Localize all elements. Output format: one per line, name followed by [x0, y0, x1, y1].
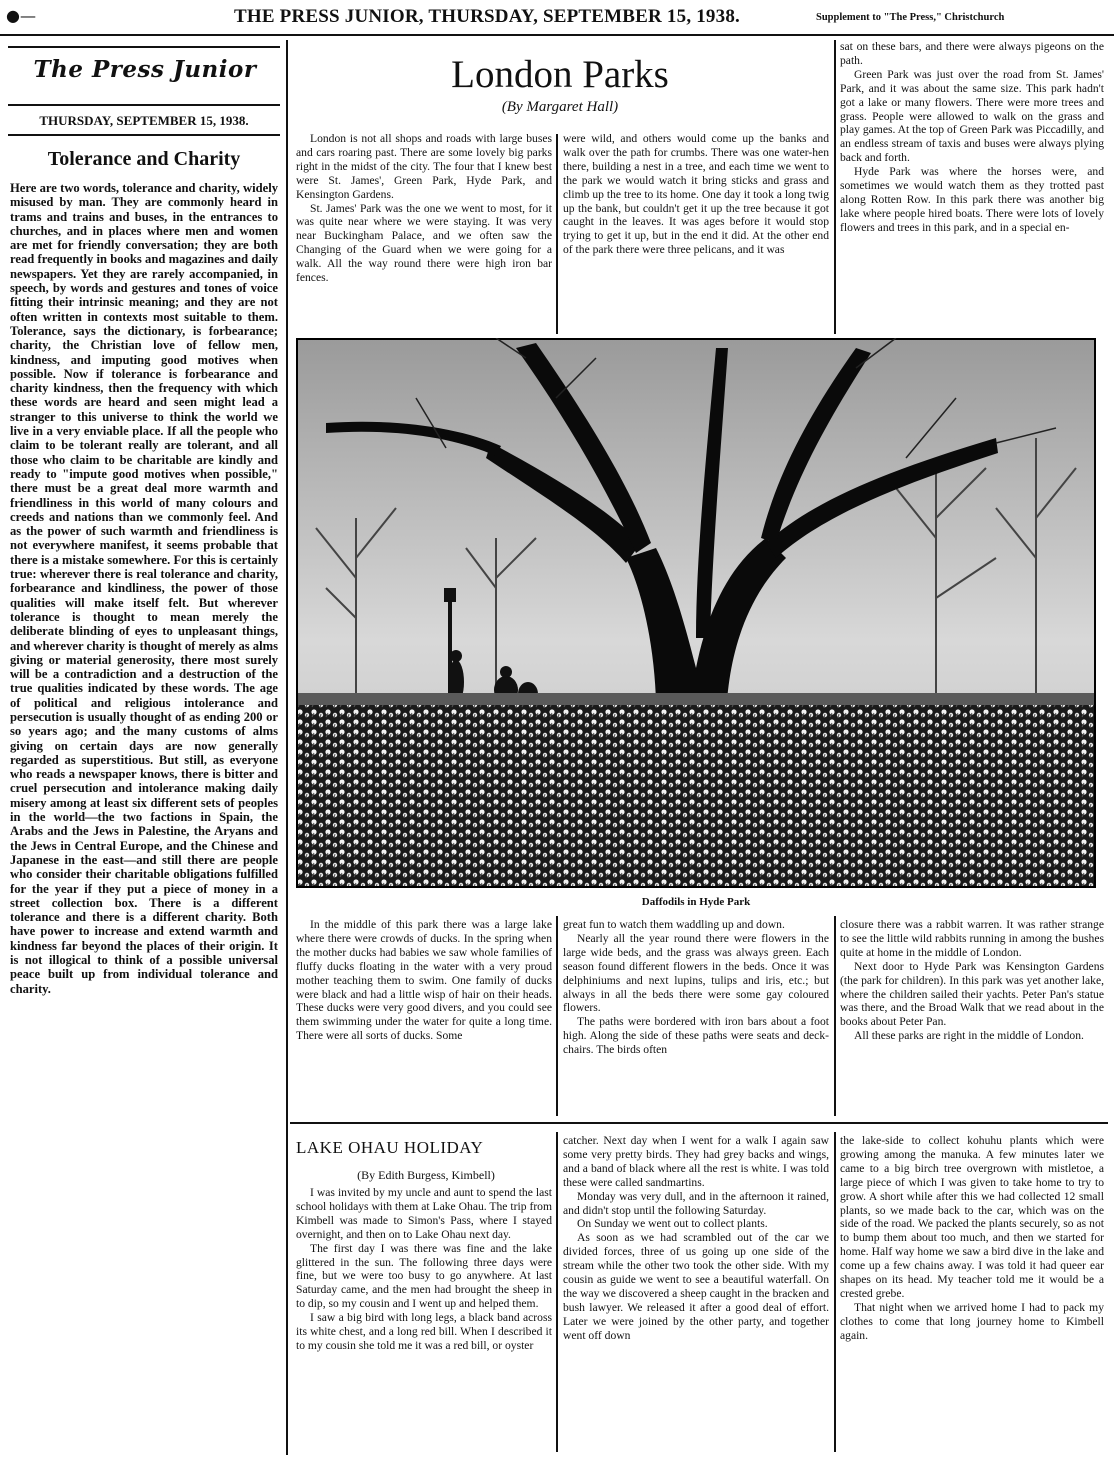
logo-rule-bottom — [8, 104, 280, 106]
paragraph: I saw a big bird with long legs, a black band across its white chest, and a long red bill. When I described it to my cousin she told me it was a red bill, or oyster — [296, 1311, 552, 1352]
photo-caption: Daffodils in Hyde Park — [641, 896, 751, 908]
tolerance-article-body — [10, 181, 278, 1451]
paragraph: Green Park was just over the road from St. James' Park, and it was about the same size. This park hadn't got a lake or many flowers. There were more trees and grass. People were allowed to walk on the grass and play games. At the top of Green Park was Piccadilly, and an endless stream of taxis and buses were always plying back and forth. — [840, 67, 1104, 165]
daffodils-photo-image — [296, 338, 1096, 888]
paragraph: As soon as we had scrambled out of the car we divided forces, three of us going up one side of the stream while the other two took the other side. With my cousin as guide we went to see a beautiful waterfall. On the way we discovered a sheep caught in the bracken and bush lawyer. We released it after a good deal of effort. Later we were joined by the other party, and together went off down — [563, 1231, 829, 1342]
press-junior-logo: The Press Junior — [33, 56, 257, 83]
column-rule — [834, 40, 836, 334]
paragraph: great fun to watch them waddling up and down. — [563, 918, 785, 931]
paragraph: Monday was very dull, and in the afternoon it rained, and didn't stop until the following Saturday. — [563, 1189, 829, 1217]
tolerance-headline: Tolerance and Charity — [47, 148, 241, 170]
paragraph: closure there was a rabbit warren. It was rather strange to see the little wild rabbits running in among the bushes quite at home in the middle of London. — [840, 918, 1104, 959]
paragraph: All these parks are right in the middle of London. — [854, 1029, 1084, 1043]
london-parks-column-4 — [296, 918, 552, 1114]
date-rule — [8, 134, 280, 136]
column-rule — [556, 916, 558, 1116]
masthead-supplement: Supplement to "The Press," Christchurch — [816, 12, 1005, 23]
london-parks-column-2 — [563, 132, 829, 332]
paragraph: sat on these bars, and there were always pigeons on the path. — [840, 40, 1104, 67]
paragraph: were wild, and others would come up the banks and walk over the path for crumbs. There was one water-hen there, building a nest in a tree, and each time we went to the park we would watch it bring sticks and grass and climb up the tree to its home. One day it took a long twig up the bank, but couldn't get it up the tree because it got caught in the leaves. It was ages before it would stop trying to get it up, but in the end it did. At the other end of the park there were three pelicans, and it was — [563, 132, 829, 257]
paragraph: St. James' Park was the one we went to most, for it was quite near where we were staying. It was very near Buckingham Palace, and we often saw the Changing of the Guard when we were going for a walk. All the way round there were high iron bar fences. — [296, 201, 552, 285]
lake-ohau-title: LAKE OHAU HOLIDAY — [296, 1138, 484, 1157]
masthead-title: THE PRESS JUNIOR, THURSDAY, SEPTEMBER 15, 1938. — [234, 6, 740, 27]
paragraph: The first day I was there was fine and the lake glittered in the sun. The following three days were fine, but we were too busy to go anywhere. At last Saturday came, and the men had brought the sheep in to dip, so my cousin and I went up and helped them. — [296, 1241, 552, 1311]
column-rule — [556, 134, 558, 334]
masthead-ornament-icon: ●— — [6, 6, 36, 25]
london-parks-column-1 — [296, 132, 552, 332]
column-rule — [834, 1132, 836, 1452]
paragraph: I was invited by my uncle and aunt to spend the last school holidays with them at Lake Ohau. The trip from Kimbell was made to Simon's Pass, where I stayed overnight, and then on to Lake Ohau next day. — [296, 1186, 552, 1241]
section-rule — [290, 1122, 1108, 1124]
paragraph: In the middle of this park there was a large lake where there were crowds of ducks. In the spring when the mother ducks had babies we saw whole families of fluffy ducks floating in the water with a very proud mother teaching them to swim. One family of ducks were black and had a little wisp of hair on their heads. These ducks were very good divers, and you could see them swimming under the water for quite a long time. There were all sorts of ducks. Some — [296, 918, 552, 1043]
paragraph: catcher. Next day when I went for a walk I again saw some very pretty birds. They had grey backs and wings, and a band of black where all the rest is white. I was told these were called sandmartins. — [563, 1134, 829, 1189]
paragraph: On Sunday we went out to collect plants. — [577, 1217, 768, 1231]
paragraph: the lake-side to collect kohuhu plants which were growing among the manuka. A few minutes later we came to a big birch tree overgrown with mistletoe, a large piece of which I was given to take home to try to grow. A short while after this we had collected 12 small plants, so we made back to the car, which was on the side of the road. We packed the plants securely, so as not to bump them about too much, and then we started for home. Half way home we saw a bird dive in the lake and come up a few chains away. I was told it had queer ear shapes on its head. My teacher told me it would be a crested grebe. — [840, 1134, 1104, 1300]
london-parks-title: London Parks — [451, 53, 669, 96]
paragraph: London is not all shops and roads with large buses and cars roaring past. There are some lovely big parks right in the midst of the city. The four that I knew best were St. James', Green Park, Hyde Park, and Kensington Gardens. — [296, 132, 552, 201]
paragraph: Nearly all the year round there were flowers in the large wide beds, and the grass was always green. Each season found different flowers in the beds. Once it was delphiniums and next lupins, tulips and iris, etc.; but always in all the beds there were some gay coloured flowers. — [563, 931, 829, 1015]
column-rule — [286, 40, 288, 1455]
sidebar-date: THURSDAY, SEPTEMBER 15, 1938. — [39, 113, 249, 128]
paragraph: The paths were bordered with iron bars about a foot high. Along the side of these paths were seats and deck-chairs. The birds often — [563, 1015, 829, 1057]
paragraph: Next door to Hyde Park was Kensington Gardens (the park for children). In this park was yet another lake, where the children sailed their yachts. Peter Pan's statue was there, and the Broad Walk that we read about in the books about Peter Pan. — [840, 959, 1104, 1029]
paragraph: That night when we arrived home I had to pack my clothes to come that long journey home to Kimbell again. — [840, 1300, 1104, 1342]
lake-ohau-column-3 — [840, 1134, 1104, 1452]
logo-rule-top — [8, 46, 280, 48]
daffodils-photo — [296, 338, 1096, 888]
tolerance-paragraph: Here are two words, tolerance and charity, widely misused by man. They are commonly heard in trams and trains and buses, in the entrances to churches, and in places where men and women are met for friendly conversation; they are both read frequently in books and magazines and daily newspapers. Yet they are rarely accompanied, in speech, by words and gestures and tones of voice fitting their intrinsic meaning; and they are not often written in contexts most suitable to them. Tolerance, says the dictionary, is forbearance; charity, the Christian love of fellow men, kindness, and imputing good motives when possible. Now if tolerance is forbearance and charity kindness, then the frequency with which these words are heard and seen might lead a stranger to this universe to think the world we live in a very enviable place. If all the people who claim to be tolerant really are tolerant, and all those who claim to be charitable are kindly and ready to "impute good motives when possible," there must be a great deal more warmth and friendliness in this world of many colours and creeds and nations than we commonly feel. And as the power of such warmth and friendliness is not everywhere manifest, it seems probable that there is a mistake somewhere. For this is certainly true: wherever there is real tolerance and charity, forbearance and kindliness, the power of those qualities will make itself felt. But wherever tolerance is thought to mean merely the deliberate blinding of eyes to unpleasant things, and wherever charity is thought of merely as alms giving or material generosity, there most surely will be a contradiction and a destruction of the true qualities indicated by these words. The age of political and religious intolerance and persecution is usually thought of as ending 200 or so years ago; and the many customs of alms giving on certain days are now generally regarded as superstitious. But still, as everyone who reads a newspaper knows, there is bitter and cruel persecution and intolerance making daily misery among at least six different sets of peoples in the world—the two factions in Spain, the Arabs and the Jews in Palestine, the Aryans and the Jews in Central Europe, and the Chinese and Japanese in the east—and still there are people who consider their charitable obligations fulfilled for the year if they put a piece of money in a street collection box. There is a different tolerance and there is a different charity. Both have power to increase and extend warmth and kindness far beyond the places of their origin. It is not illogical to think of a possible universal peace built up from individual tolerance and charity. — [10, 181, 278, 996]
column-rule — [556, 1132, 558, 1452]
column-rule — [834, 916, 836, 1116]
paragraph: Hyde Park was where the horses were, and sometimes we would watch them as they trotted past along Rotten Row. In this park there was another big lake where people hired boats. There were lots of lovely flowers and trees in this park, and in a special en- — [840, 165, 1104, 234]
london-parks-column-6 — [840, 918, 1104, 1114]
lake-ohau-column-1 — [296, 1186, 552, 1452]
london-parks-column-5 — [563, 918, 829, 1114]
london-parks-byline: (By Margaret Hall) — [501, 99, 619, 115]
lake-ohau-column-2 — [563, 1134, 829, 1452]
masthead-rule — [0, 34, 1114, 36]
lake-ohau-byline: (By Edith Burgess, Kimbell) — [357, 1168, 495, 1182]
masthead — [0, 0, 1114, 32]
london-parks-column-3 — [840, 40, 1104, 332]
